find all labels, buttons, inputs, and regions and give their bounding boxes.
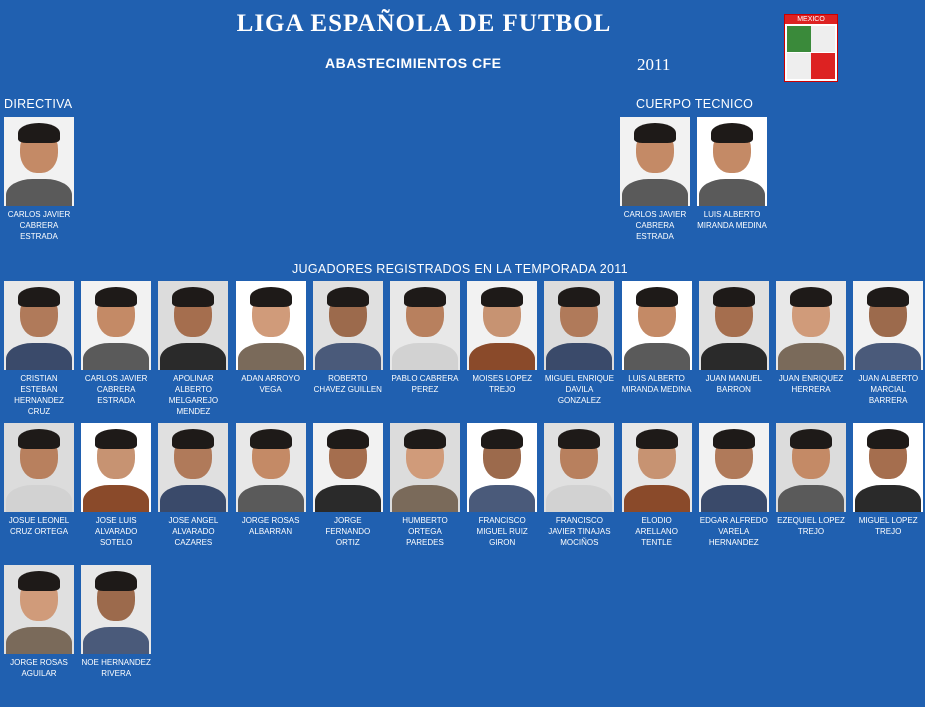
player-name: APOLINAR ALBERTO MELGAREJO MENDEZ <box>168 374 219 416</box>
player-photo <box>699 423 769 512</box>
player-card <box>620 117 690 242</box>
player-photo <box>390 281 460 370</box>
player-card <box>313 423 383 548</box>
player-photo <box>81 423 151 512</box>
player-name: JUAN ALBERTO MARCIAL BARRERA <box>858 374 919 405</box>
team-crest-logo <box>784 14 838 82</box>
player-photo <box>4 281 74 370</box>
player-card <box>622 281 692 395</box>
player-card <box>4 117 74 242</box>
player-name: JUAN ENRIQUEZ HERRERA <box>778 374 844 394</box>
player-photo <box>81 281 151 370</box>
player-name: EZEQUIEL LOPEZ TREJO <box>777 516 845 536</box>
section-jugadores: JUGADORES REGISTRADOS EN LA TEMPORADA 2011 <box>292 262 628 276</box>
player-name: MIGUEL ENRIQUE DAVILA GONZALEZ <box>544 374 614 405</box>
player-card <box>390 423 460 548</box>
player-name: MOISES LOPEZ TREJO <box>472 374 532 394</box>
player-name: JOSE ANGEL ALVARADO CAZARES <box>168 516 219 547</box>
player-card <box>81 423 151 548</box>
player-name: FRANCISCO JAVIER TINAJAS MOCIÑOS <box>548 516 611 547</box>
player-photo <box>853 423 923 512</box>
player-photo <box>622 281 692 370</box>
player-photo <box>313 423 383 512</box>
player-name: LUIS ALBERTO MIRANDA MEDINA <box>621 374 692 394</box>
player-name: JORGE ROSAS AGUILAR <box>10 658 68 678</box>
player-name: EDGAR ALFREDO VARELA HERNANDEZ <box>699 516 768 547</box>
player-card <box>158 423 228 548</box>
player-card <box>697 117 767 231</box>
player-name: CARLOS JAVIER CABRERA ESTRADA <box>7 210 71 241</box>
player-card <box>544 423 614 548</box>
player-card <box>699 281 769 395</box>
player-card <box>776 423 846 537</box>
player-photo <box>620 117 690 206</box>
player-photo <box>236 281 306 370</box>
player-name: MIGUEL LOPEZ TREJO <box>858 516 918 536</box>
player-name: LUIS ALBERTO MIRANDA MEDINA <box>697 210 767 230</box>
player-card <box>622 423 692 548</box>
player-name: JORGE ROSAS ALBARRAN <box>241 516 300 536</box>
player-card <box>699 423 769 548</box>
player-card <box>81 565 151 679</box>
season-year: 2011 <box>637 55 671 74</box>
player-card <box>467 423 537 548</box>
player-photo <box>467 423 537 512</box>
player-photo <box>4 117 74 206</box>
player-photo <box>4 423 74 512</box>
player-name: JOSUE LEONEL CRUZ ORTEGA <box>8 516 70 536</box>
player-name: JORGE FERNANDO ORTIZ <box>325 516 371 547</box>
player-card <box>467 281 537 395</box>
player-photo <box>776 423 846 512</box>
player-photo <box>158 423 228 512</box>
player-card <box>4 565 74 679</box>
player-photo <box>81 565 151 654</box>
player-card <box>236 423 306 537</box>
player-photo <box>467 281 537 370</box>
player-photo <box>390 423 460 512</box>
section-cuerpo-tecnico: CUERPO TECNICO <box>636 97 754 111</box>
section-directiva: DIRECTIVA <box>4 97 73 111</box>
player-photo <box>158 281 228 370</box>
player-photo <box>4 565 74 654</box>
player-photo <box>544 423 614 512</box>
player-photo <box>697 117 767 206</box>
player-photo <box>236 423 306 512</box>
player-name: ROBERTO CHAVEZ GUILLEN <box>313 374 382 394</box>
player-card <box>158 281 228 417</box>
player-photo <box>622 423 692 512</box>
player-name: ADAN ARROYO VEGA <box>241 374 300 394</box>
player-card <box>236 281 306 395</box>
player-card <box>853 281 923 406</box>
player-card <box>313 281 383 395</box>
crest-banner: MEXICO <box>785 15 837 24</box>
player-name: JUAN MANUEL BARRON <box>705 374 763 394</box>
player-photo <box>544 281 614 370</box>
player-card <box>81 281 151 406</box>
player-name: ELODIO ARELLANO TENTLE <box>635 516 678 547</box>
player-name: PABLO CABRERA PEREZ <box>391 374 459 394</box>
team-name: ABASTECIMIENTOS CFE <box>325 55 502 71</box>
player-name: FRANCISCO MIGUEL RUIZ GIRON <box>476 516 528 547</box>
player-card <box>390 281 460 395</box>
player-card <box>776 281 846 395</box>
player-photo <box>776 281 846 370</box>
player-name: HUMBERTO ORTEGA PAREDES <box>402 516 448 547</box>
player-name: CRISTIAN ESTEBAN HERNANDEZ CRUZ <box>14 374 64 416</box>
page-title: LIGA ESPAÑOLA DE FUTBOL <box>236 10 612 37</box>
player-name: CARLOS JAVIER CABRERA ESTRADA <box>84 374 148 405</box>
player-card <box>544 281 614 406</box>
player-photo <box>853 281 923 370</box>
player-card <box>4 281 74 417</box>
player-name: NOE HERNANDEZ RIVERA <box>81 658 151 678</box>
player-name: CARLOS JAVIER CABRERA ESTRADA <box>623 210 687 241</box>
player-card <box>853 423 923 537</box>
player-photo <box>313 281 383 370</box>
player-card <box>4 423 74 537</box>
player-photo <box>699 281 769 370</box>
player-name: JOSE LUIS ALVARADO SOTELO <box>94 516 138 547</box>
